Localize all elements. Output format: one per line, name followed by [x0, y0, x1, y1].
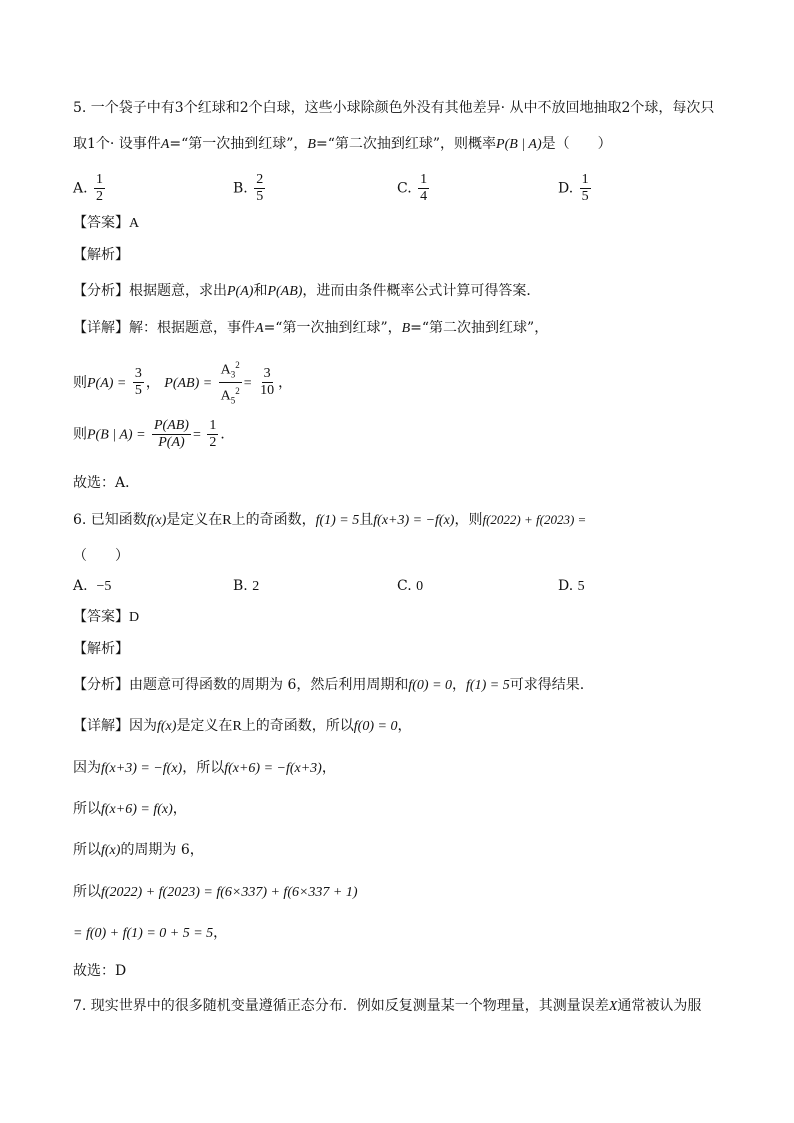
answer-tag: 【答案】 — [73, 215, 129, 231]
numerator: P(AB) — [153, 418, 189, 433]
q6-answer-line — [73, 607, 139, 628]
numerator: 3 — [263, 366, 271, 382]
analysis-tag: 【解析】 — [73, 641, 129, 657]
fraction — [133, 366, 144, 399]
q6-option-b — [233, 576, 259, 597]
q5-option-b — [233, 172, 267, 205]
analysis-tag: 【解析】 — [73, 247, 129, 263]
option-label: D. — [558, 180, 574, 197]
q5-stem-text: 5. 一个袋子中有3个红球和2个白球，这些小球除颜色外没有其他差异· 从中不放回地抽取2个球，每次只 — [73, 100, 715, 116]
q6-text: ， — [452, 677, 467, 693]
q5-text: ． — [220, 426, 235, 443]
option-label: B. — [233, 180, 248, 197]
q5-text: ， — [145, 374, 160, 391]
q5-option-c — [397, 172, 431, 205]
answer-value: A — [129, 216, 140, 231]
q6-option-c — [397, 576, 423, 597]
math-functional-eq: f(x+3) = −f(x) — [101, 761, 183, 776]
q6-text: 是定义在 — [166, 512, 223, 528]
q6-analysis-line — [73, 639, 129, 659]
math-pab: P(AB) = — [164, 375, 213, 391]
q5-stem-line1 — [73, 98, 714, 118]
q6-step3 — [73, 840, 204, 861]
equals: = — [243, 375, 252, 391]
math-functional-eq: f(x+3) = −f(x) — [373, 513, 455, 528]
q6-stem-line2 — [73, 546, 129, 566]
option-value: −5 — [96, 579, 112, 594]
q5-text: ，进而由条件概率公式计算可得答案． — [302, 283, 541, 299]
math-fx: f(x) — [146, 513, 167, 528]
q6-option-d — [558, 576, 585, 597]
q6-step2 — [73, 799, 187, 820]
option-value: 2 — [252, 579, 260, 594]
real-set: R — [222, 513, 232, 528]
option-label: C. — [397, 180, 412, 197]
denominator — [219, 383, 242, 408]
q5-stem-line2 — [73, 134, 612, 155]
fraction — [207, 418, 218, 451]
denominator: 5 — [134, 383, 142, 399]
math-pa: P(A) = — [87, 375, 127, 391]
q6-text: ， — [321, 760, 336, 776]
q5-fenxi-line — [73, 281, 540, 302]
math-pa: P(A) — [227, 284, 254, 299]
q6-option-a — [73, 576, 111, 597]
q6-stem-line1 — [73, 510, 586, 531]
fenxi-tag: 【分析】 — [73, 677, 129, 693]
perm-symbol: A — [220, 389, 231, 405]
denominator: 5 — [256, 189, 264, 204]
fenxi-tag: 【分析】 — [73, 283, 129, 299]
q5-choose — [73, 473, 139, 493]
numerator: 2 — [256, 172, 264, 187]
q6-text: 且 — [359, 512, 374, 528]
q6-detail-line — [73, 716, 411, 737]
q5-text: =“第一次抽到红球”， — [169, 136, 308, 152]
option-label: A. — [73, 578, 88, 594]
q5-text: 取1个· 设事件 — [73, 136, 161, 152]
math-f1: f(1) = 5 — [466, 678, 510, 693]
detail-tag: 【详解】 — [73, 718, 129, 734]
q6-text: 因为 — [129, 718, 157, 734]
q6-step5 — [73, 923, 227, 944]
q5-analysis-line — [73, 245, 129, 265]
q5-step2 — [73, 418, 234, 451]
q6-text: ，则 — [454, 512, 483, 528]
numerator: 1 — [581, 172, 589, 187]
q6-text: ， — [397, 718, 412, 734]
q7-stem-line1 — [73, 996, 701, 1017]
math-expr: f(x+6) = −f(x+3) — [224, 761, 322, 776]
perm-sup: 2 — [235, 360, 240, 370]
math-expr: f(x+6) = f(x) — [101, 802, 173, 817]
q6-text: 是定义在 — [176, 718, 233, 734]
q6-choose — [73, 961, 126, 981]
q5-text: 和 — [253, 283, 268, 299]
denominator: 4 — [420, 189, 428, 204]
q5-text: 则 — [73, 374, 87, 391]
detail-tag: 【详解】 — [73, 320, 129, 336]
event-b: B — [401, 321, 411, 336]
option-label: B. — [233, 578, 248, 594]
q6-fenxi-line — [73, 675, 584, 696]
event-a: A — [160, 137, 170, 152]
numerator: 1 — [209, 418, 217, 433]
math-sum: f(2022) + f(2023) = — [482, 512, 587, 527]
math-f0: f(0) = 0 — [353, 719, 398, 734]
fraction — [258, 366, 276, 399]
math-pab: P(AB) — [267, 284, 303, 299]
option-fraction — [418, 172, 429, 205]
denominator: 2 — [96, 189, 104, 204]
q5-step1 — [73, 357, 292, 409]
q6-text: 所以 — [73, 801, 101, 817]
numerator: 3 — [134, 366, 142, 382]
answer-tag: 【答案】 — [73, 609, 129, 625]
q6-text: （ ） — [73, 548, 129, 564]
numerator — [219, 357, 242, 383]
perm-sup: 2 — [235, 386, 240, 397]
math-expr: = f(0) + f(1) = 0 + 5 = 5 — [73, 926, 214, 941]
q6-text: 所以 — [73, 884, 101, 900]
q6-text: 所以 — [73, 842, 101, 858]
q5-text: =“第二次抽到红球”， — [410, 320, 549, 336]
permutation-fraction — [219, 357, 242, 409]
q5-text: ， — [278, 374, 293, 391]
numerator: 1 — [96, 172, 104, 187]
denominator: 2 — [209, 435, 217, 450]
q6-text: 因为 — [73, 760, 101, 776]
math-f0: f(0) = 0 — [408, 678, 453, 693]
math-fx: f(x) — [157, 719, 177, 734]
option-label: C. — [397, 578, 412, 594]
q6-step1 — [73, 758, 336, 779]
event-a: A — [255, 321, 264, 336]
answer-value: D — [129, 610, 140, 625]
q5-answer-line — [73, 213, 139, 234]
q5-text: 解：根据题意，事件 — [129, 320, 255, 336]
conditional-prob: P(B | A) = — [87, 427, 146, 443]
option-label: D. — [558, 578, 574, 594]
perm-sub: 3 — [230, 369, 236, 380]
denominator: P(A) — [158, 435, 185, 450]
option-fraction — [94, 172, 105, 205]
denominator: 5 — [581, 189, 589, 204]
event-b: B — [307, 137, 316, 152]
q7-text: 7. 现实世界中的很多随机变量遵循正态分布．例如反复测量某一个物理量，其测量误差 — [73, 998, 609, 1014]
q6-step4 — [73, 882, 358, 903]
math-x: X — [608, 999, 618, 1014]
option-fraction — [254, 172, 265, 205]
fraction — [152, 418, 191, 451]
numerator: 1 — [420, 172, 428, 187]
conditional-prob: P(B | A) — [496, 137, 542, 152]
q5-option-d — [558, 172, 593, 205]
q6-text: 的周期为 6， — [120, 842, 204, 858]
q6-text: 上的奇函数，所以 — [241, 718, 354, 734]
math-expr: f(2022) + f(2023) = f(6×337) + f(6×337 + 1) — [101, 885, 358, 900]
option-fraction — [580, 172, 591, 205]
q6-text: 由题意可得函数的周期为 6，然后利用周期和 — [129, 677, 409, 693]
perm-sub: 5 — [230, 395, 236, 406]
option-value: 5 — [577, 579, 585, 594]
equals: = — [192, 427, 201, 443]
option-value: 0 — [416, 579, 424, 594]
q7-text: 通常被认为服 — [617, 998, 702, 1014]
q5-text: 根据题意，求出 — [129, 283, 227, 299]
q5-text: =“第二次抽到红球”，则概率 — [315, 136, 497, 152]
choose-text: 故选：A． — [73, 475, 140, 491]
real-set: R — [232, 719, 242, 734]
q6-text: ，所以 — [182, 760, 225, 776]
option-label: A. — [73, 180, 88, 197]
math-f1: f(1) = 5 — [315, 513, 360, 528]
denominator: 10 — [260, 383, 275, 399]
q6-text: 可求得结果. — [509, 677, 585, 693]
q6-text: ， — [172, 801, 187, 817]
perm-symbol: A — [220, 362, 231, 378]
q6-text: 6. 已知函数 — [73, 512, 147, 528]
q5-detail-line — [73, 318, 548, 339]
q6-text: ， — [213, 925, 228, 941]
q5-text: 则 — [73, 426, 87, 443]
math-fx: f(x) — [101, 843, 121, 858]
q5-text: 是（ ） — [541, 136, 612, 152]
q6-text: 上的奇函数， — [231, 512, 316, 528]
choose-text: 故选：D — [73, 963, 127, 979]
q5-text: =“第一次抽到红球”， — [263, 320, 402, 336]
q5-option-a — [73, 172, 107, 205]
